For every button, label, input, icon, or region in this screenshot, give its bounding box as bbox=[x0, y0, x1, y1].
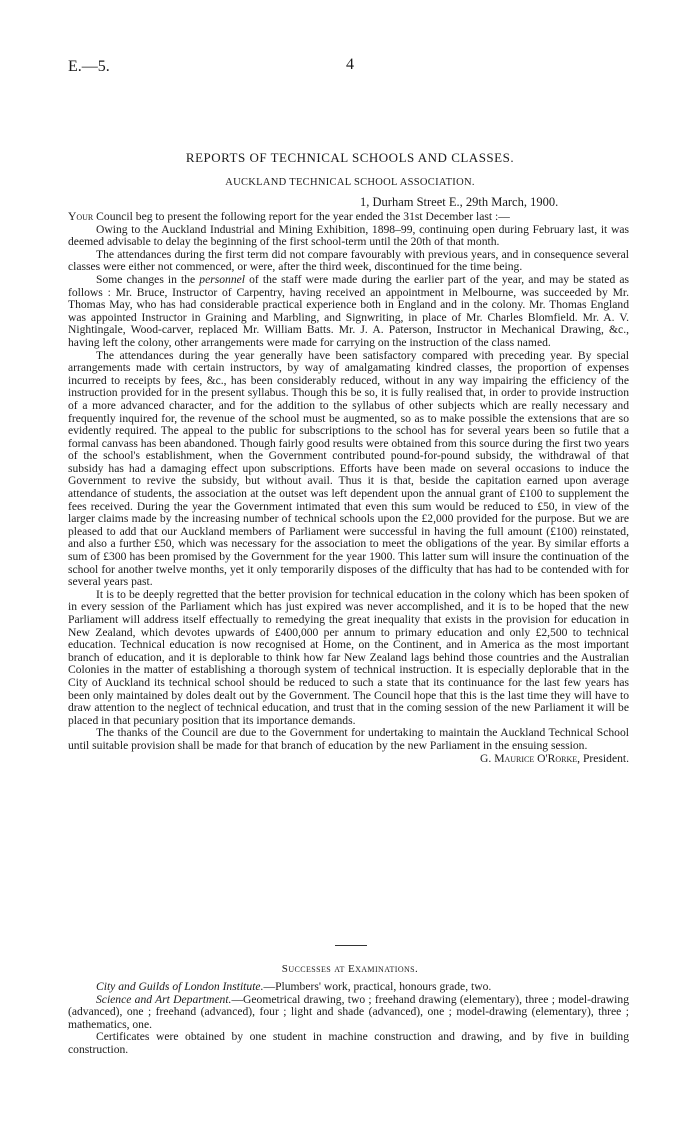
paragraph-regret: It is to be deeply regretted that the better provision for technical education in the colony which has been spoken of in every session of the Parliament which has just expired was never accomplished, and it is to be hoped that the new Parliament will address itself effectually to remedying the great inequality that exists in the provision for education in New Zealand, which devotes upwards of £400,000 per annum to primary education and only £2,500 to technical education. Technical education is now recognised at Home, on the Continent, and in America as the most important branch of education, and it is deplorable to think how far New Zealand lags behind those countries and the Australian Colonies in the matter of establishing a thorough system of technical instruction. It is especially deplorable that in the City of Auckland its technical school should be reduced to such a state that its continuance for the last few years has been only maintained by doles dealt out by the Government. The Council hope that this is the last time they will have to draw attention to the neglect of technical education, and trust that in the coming session of the new Parliament it will be placed in that pecuniary position that its importance demands. bbox=[68, 587, 629, 727]
paragraph-finances: The attendances during the year generally have been satisfactory compared with preceding year. By special arrangements made with certain instructors, by way of amalgamating kindred classes, the proportion of expenses incurred to receipts by fees, &c., has been considerably reduced, without in any way impairing the efficiency of the instruction provided for in the present syllabus. Though this be so, it is fully realised that, in order to provide instruction of a more advanced character, and for the addition to the syllabus of other subjects which are really necessary and frequently inquired for, the revenue of the school must be augmented, so as to make possible the extensions that are so evidently required. The appeal to the public for subscriptions to the school has for several years been so futile that a formal canvass has been abandoned. Though fairly good results were obtained from this source during the first two years of the school's establishment, when the Government contributed pound-for-pound subsidy, the withdrawal of that subsidy has had a damaging effect upon subscriptions. Efforts have been made on several occasions to induce the Government to revive the subsidy, but without avail. Thus it is that, beside the capitation earned upon average attendance of students, the association at the outset was left dependent upon the annual grant of £100 to supplement the fees received. During the year the Government intimated that even this sum would be reduced to £50, in view of the larger claims made by the increasing number of technical schools upon the £2,000 provided for the purpose. But we are pleased to add that our Auckland members of Parliament were successful in having the full amount (£100) reinstated, and also a further £50, which was necessary for the association to meet the obligations of the year. By similar efforts a sum of £300 has been promised by the Government for the year 1900. This latter sum will insure the continuation of the school for another twelve months, yet it only temporarily disposes of the difficulty that has had to be contended with for several years past. bbox=[68, 348, 629, 589]
personnel-emphasis: personnel bbox=[199, 272, 246, 286]
paragraph-intro bbox=[68, 211, 629, 224]
science-art-entry bbox=[68, 994, 629, 1032]
signature-role: , President. bbox=[577, 751, 629, 765]
city-guilds-label: City and Guilds of London Institute. bbox=[96, 980, 264, 993]
successes-title: Successes at Examinations. bbox=[281, 963, 419, 975]
signature-initial: G. bbox=[480, 751, 495, 765]
section-divider bbox=[335, 945, 367, 946]
personnel-text-a: Some changes in the bbox=[96, 272, 200, 286]
document-code: E.—5. bbox=[68, 58, 110, 75]
signature-name: Maurice O'Rorke bbox=[494, 751, 578, 765]
thanks-text: The thanks of the Council are due to the Government for undertaking to maintain the Auckland Technical School until suitable provision shall be made for that branch of education by the new Parliament in the ensuing session. bbox=[68, 726, 629, 752]
successes-body bbox=[68, 981, 629, 1057]
page-number: 4 bbox=[346, 56, 354, 73]
science-art-label: Science and Art Department. bbox=[96, 992, 232, 1006]
intro-text: Council beg to present the following report for the year ended the 31st December last :— bbox=[93, 210, 510, 223]
intro-lead: Your bbox=[68, 210, 94, 223]
personnel-text-b: of the staff were made during the earlier part of the year, and may be stated as follows : Mr. Bruce, Instructor of Carpentry, having received an appointment in Melbourne, was succeeded by Mr. Thomas May, who has had considerable practical experience both in England and in the colony. Mr. Thomas England was appointed Instructor in Graining and Marbling, and Signwriting, in place of Mr. Charles Blomfield. Mr. A. V. Nightingale, Wood-carver, replaced Mr. William Batts. Mr. J. A. Paterson, Instructor in Mechanical Drawing, &c., having left the colony, other arrangements were made for carrying on the instruction of the class named. bbox=[68, 272, 629, 349]
paragraph-thanks bbox=[68, 727, 629, 765]
certificates-entry: Certificates were obtained by one student in machine construction and drawing, and by five in building construction. bbox=[68, 1030, 629, 1056]
report-subtitle: AUCKLAND TECHNICAL SCHOOL ASSOCIATION. bbox=[225, 177, 475, 188]
report-body bbox=[68, 211, 629, 765]
paragraph-exhibition: Owing to the Auckland Industrial and Mining Exhibition, 1898–99, continuing open during February last, it was deemed advisable to delay the beginning of the first school-term until the 20th of that month. bbox=[68, 222, 629, 249]
city-guilds-text: —Plumbers' work, practical, honours grade, two. bbox=[263, 980, 492, 993]
paragraph-personnel bbox=[68, 274, 629, 350]
science-art-text: —Geometrical drawing, two ; freehand drawing (elementary), three ; model-drawing (advanced), one ; freehand (advanced), four ; light and shade (advanced), one ; model-drawing (elementary), three ; mathematics, one. bbox=[68, 992, 629, 1031]
dateline: 1, Durham Street E., 29th March, 1900. bbox=[360, 195, 559, 209]
report-title: REPORTS OF TECHNICAL SCHOOLS AND CLASSES. bbox=[185, 150, 515, 165]
paragraph-attendance-first-term: The attendances during the first term did not compare favourably with previous years, and in consequence several classes were either not commenced, or were, after the third week, discontinued for the time being. bbox=[68, 247, 629, 274]
signature bbox=[68, 753, 629, 766]
